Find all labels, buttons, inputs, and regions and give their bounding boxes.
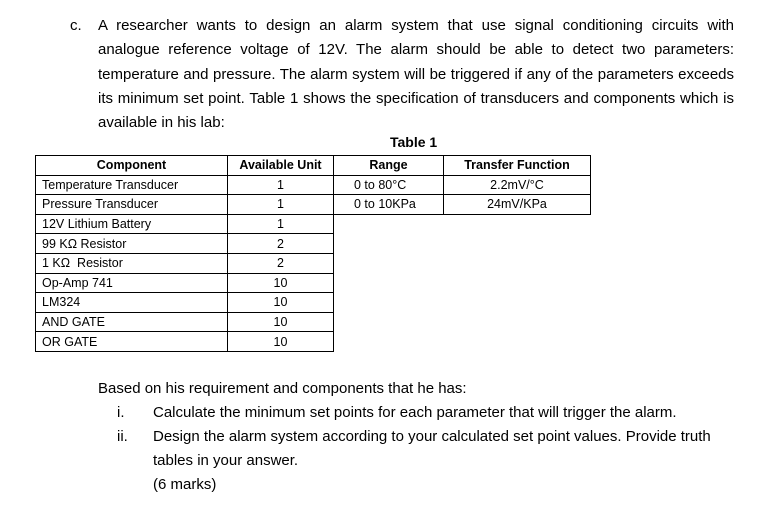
cell-component: LM324 bbox=[36, 293, 228, 313]
cell-component: Temperature Transducer bbox=[36, 175, 228, 195]
task-text: Calculate the minimum set points for each parameter that will trigger the alarm. bbox=[153, 404, 677, 421]
cell-unit: 2 bbox=[228, 234, 334, 254]
table-row bbox=[36, 253, 591, 273]
cell-component: OR GATE bbox=[36, 332, 228, 352]
cell-unit: 2 bbox=[228, 253, 334, 273]
table-row bbox=[36, 175, 591, 195]
table-caption: Table 1 bbox=[390, 134, 438, 150]
task-list bbox=[98, 401, 748, 497]
header-range: Range bbox=[334, 156, 444, 176]
cell-unit: 1 bbox=[228, 195, 334, 215]
cell-range: 0 to 80°C bbox=[334, 175, 444, 195]
table-row bbox=[36, 332, 591, 352]
cell-unit: 10 bbox=[228, 312, 334, 332]
cell-transfer-function: 2.2mV/°C bbox=[444, 175, 591, 195]
cell-unit: 1 bbox=[228, 214, 334, 234]
marks-label: (6 marks) bbox=[153, 476, 217, 493]
cell-transfer-function: 24mV/KPa bbox=[444, 195, 591, 215]
table-row bbox=[36, 214, 591, 234]
cell-component: 1 KΩ Resistor bbox=[36, 253, 228, 273]
table-row bbox=[36, 195, 591, 215]
cell-unit: 10 bbox=[228, 273, 334, 293]
task-numeral: ii. bbox=[117, 428, 128, 445]
header-component: Component bbox=[36, 156, 228, 176]
task-item bbox=[98, 425, 748, 473]
cell-component: 99 KΩ Resistor bbox=[36, 234, 228, 254]
task-text: Design the alarm system according to your calculated set point values. Provide truth tables in your answer. bbox=[153, 428, 711, 469]
header-transfer-function: Transfer Function bbox=[444, 156, 591, 176]
cell-range: 0 to 10KPa bbox=[334, 195, 444, 215]
cell-component: AND GATE bbox=[36, 312, 228, 332]
table-header-row bbox=[36, 156, 591, 176]
cell-component: Pressure Transducer bbox=[36, 195, 228, 215]
task-item bbox=[98, 401, 748, 425]
cell-component: 12V Lithium Battery bbox=[36, 214, 228, 234]
cell-unit: 10 bbox=[228, 293, 334, 313]
header-available-unit: Available Unit bbox=[228, 156, 334, 176]
table-row bbox=[36, 293, 591, 313]
question-label: c. bbox=[70, 17, 82, 34]
specification-table bbox=[35, 155, 591, 352]
task-numeral: i. bbox=[117, 404, 125, 421]
table-row bbox=[36, 234, 591, 254]
table-row bbox=[36, 312, 591, 332]
question-intro: A researcher wants to design an alarm system that use signal conditioning circuits with analogue reference voltage of 12V. The alarm should be able to detect two parameters: temperature and pressure. The alarm system will be triggered if any of the parameters exceeds its minimum set point. Table 1 shows the specification of transducers and components which is available in his lab: bbox=[98, 17, 734, 132]
cell-unit: 10 bbox=[228, 332, 334, 352]
cell-unit: 1 bbox=[228, 175, 334, 195]
requirement-text: Based on his requirement and components that he has: bbox=[98, 380, 467, 397]
cell-component: Op-Amp 741 bbox=[36, 273, 228, 293]
table-row bbox=[36, 273, 591, 293]
